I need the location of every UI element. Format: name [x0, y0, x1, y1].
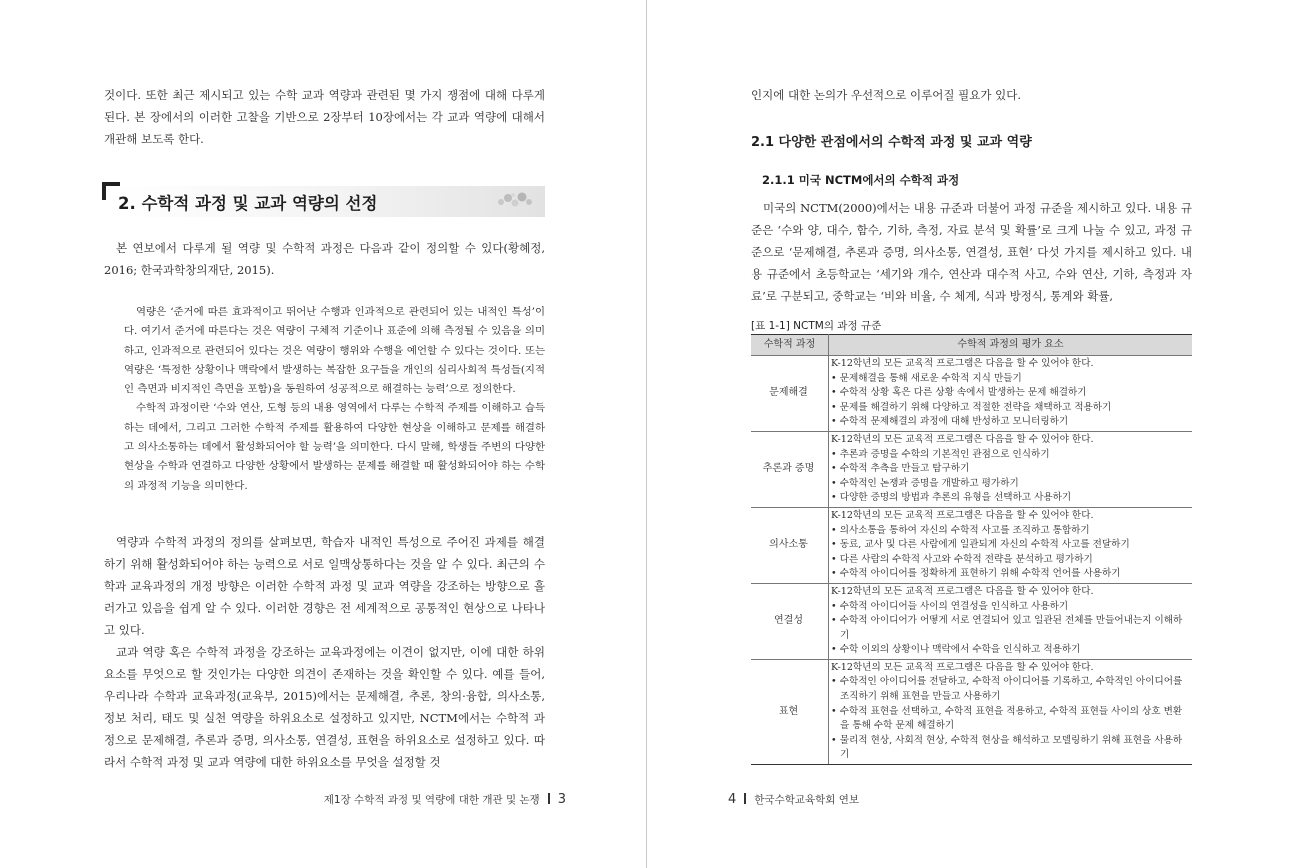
standards-cell: [829, 659, 1193, 764]
standards-cell: [829, 583, 1193, 659]
nctm-paragraph-text: 미국의 NCTM(2000)에서는 내용 규준과 더불어 과정 규준을 제시하고 있다. 내용 규준은 ‘수와 양, 대수, 함수, 기하, 측정, 자료 분석 및 확률’로 크게 나눌 수 있고, 과정 규준으로 ‘문제해결, 추론과 증명, 의사소통, 연결성, 표현’ 다섯 가지를 제시하고 있다. 내용 규준에서 초등학교는 ‘세기와 개수, 연산과 대수적 사고, 수와 연산, 기하, 측정과 자료’로 구분되고, 중학교는 ‘비와 비율, 수 체계, 식과 방정식, 통계와 확률,: [751, 201, 1192, 303]
decorative-ornament-icon: [493, 190, 537, 210]
standard-item: • 수학적 표현을 선택하고, 수학적 표현을 적용하고, 수학적 표현들 사이의 상호 변환을 통해 수학 문제 해결하기: [831, 705, 1188, 734]
heading-3: 2.1.1 미국 NCTM에서의 수학적 과정: [762, 173, 960, 187]
standards-cell: [829, 431, 1193, 507]
standards-list: [831, 600, 1188, 658]
process-name: 표현: [751, 659, 829, 764]
standards-intro: K-12학년의 모든 교육적 프로그램은 다음을 할 수 있어야 한다.: [831, 661, 1094, 673]
table-row: [751, 356, 1192, 432]
standard-item: • 문제를 해결하기 위해 다양하고 적절한 전략을 채택하고 적용하기: [831, 401, 1188, 416]
table-header-row: [751, 335, 1192, 356]
section-heading: [102, 182, 545, 217]
body-paragraph: 역량과 수학적 과정의 정의를 살펴보면, 학습자 내적인 특성으로 주어진 과제를 해결하기 위해 활성화되어야 하는 능력으로 서로 일맥상통하다는 것을 알 수 있다. 최근의 수학과 교육과정의 개정 방향은 이러한 수학적 과정 및 교과 역량을 강조하는 방향으로 흘러가고 있음을 쉽게 알 수 있다. 이러한 경향은 전 세계적으로 공통적인 현상으로 나타나고 있다.: [104, 535, 545, 637]
standards-list: [831, 524, 1188, 582]
section-lead-text: 본 연보에서 다루게 될 역량 및 수학적 과정은 다음과 같이 정의할 수 있다(황혜정, 2016; 한국과학창의재단, 2015).: [104, 241, 545, 277]
quote-paragraph: 수학적 과정이란 ‘수와 연산, 도형 등의 내용 영역에서 다루는 수학적 주제를 이해하고 습득하는 데에서, 그리고 그러한 수학적 주제를 활용하여 다양한 현상을 이해하고 문제를 해결하고 의사소통하는 데에서 활성화되어야 할 능력’을 의미한다. 다시 말해, 학생들 주변의 다양한 현상을 수학과 연결하고 다양한 상황에서 발생하는 문제를 해결할 때 활성화되어야 하는 수학의 과정적 기능을 의미한다.: [124, 402, 545, 492]
page-footer: [324, 792, 566, 807]
intro-paragraph: [104, 84, 545, 150]
quote-paragraph: 역량은 ‘준거에 따른 효과적이고 뛰어난 수행과 인과적으로 관련되어 있는 내적인 특성’이다. 여기서 준거에 따른다는 것은 역량이 구체적 기준이나 표준에 의해 측정될 수 있음을 의미하고, 인과적으로 관련되어 있다는 것은 역량이 행위와 수행을 예언할 수 있다는 것이다. 또는 역량은 ‘특정한 상황이나 맥락에서 발생하는 복잡한 요구들을 개인의 심리사회적 특성들(지적인 측면과 비지적인 측면을 포함)을 동원하여 성공적으로 해결하는 능력’으로 정의한다.: [124, 306, 545, 396]
standard-item: • 수학적 추측을 만들고 탐구하기: [831, 462, 1188, 477]
right-page: [647, 0, 1293, 868]
standard-item: • 수학적인 논쟁과 증명을 개발하고 평가하기: [831, 477, 1188, 492]
standards-list: [831, 448, 1188, 506]
table-row: [751, 431, 1192, 507]
process-name: 의사소통: [751, 507, 829, 583]
corner-mark: [102, 182, 120, 186]
nctm-paragraph: [751, 197, 1192, 307]
page-footer: [728, 792, 859, 807]
process-name: 연결성: [751, 583, 829, 659]
standard-item: • 동료, 교사 및 다른 사람에게 일관되게 자신의 수학적 사고를 전달하기: [831, 538, 1188, 553]
standard-item: • 수학적 아이디어들 사이의 연결성을 인식하고 사용하기: [831, 600, 1188, 615]
standards-intro: K-12학년의 모든 교육적 프로그램은 다음을 할 수 있어야 한다.: [831, 585, 1094, 597]
heading-2: 2.1 다양한 관점에서의 수학적 과정 및 교과 역량: [751, 135, 1032, 150]
standard-item: • 수학적인 아이디어를 전달하고, 수학적 아이디어를 기록하고, 수학적인 아이디어를 조직하기 위해 표현을 만들고 사용하기: [831, 675, 1188, 704]
process-name: 문제해결: [751, 356, 829, 432]
standard-item: • 다른 사람의 수학적 사고와 수학적 전략을 분석하고 평가하기: [831, 553, 1188, 568]
table-row: [751, 583, 1192, 659]
standard-item: • 추론과 증명을 수학의 기본적인 관점으로 인식하기: [831, 448, 1188, 463]
standard-item: • 수학적 상황 혹은 다른 상황 속에서 발생하는 문제 해결하기: [831, 386, 1188, 401]
running-footer-text: 한국수학교육학회 연보: [754, 794, 860, 806]
column-header: 수학적 과정의 평가 요소: [829, 335, 1193, 356]
standard-item: • 의사소통을 통하여 자신의 수학적 사고를 조직하고 통합하기: [831, 524, 1188, 539]
standards-intro: K-12학년의 모든 교육적 프로그램은 다음을 할 수 있어야 한다.: [831, 358, 1094, 369]
standard-item: • 수학적 아이디어가 어떻게 서로 연결되어 있고 일관된 전체를 만들어내는지 이해하기: [831, 614, 1188, 643]
body-paragraph: 교과 역량 혹은 수학적 과정을 강조하는 교육과정에는 이견이 없지만, 이에 대한 하위요소를 무엇으로 할 것인가는 다양한 의견이 존재하는 것을 확인할 수 있다. 예를 들어, 우리나라 수학과 교육과정(교육부, 2015)에서는 문제해결, 추론, 창의·융합, 의사소통, 정보 처리, 태도 및 실천 역량을 하위요소로 설정하고 있지만, NCTM에서는 수학적 과정으로 문제해결, 추론과 증명, 의사소통, 연결성, 표현을 하위요소로 설정하고 있다. 따라서 수학적 과정 및 교과 역량에 대한 하위요소를 무엇을 설정할 것: [104, 645, 545, 769]
section-title: 2. 수학적 과정 및 교과 역량의 선정: [118, 194, 378, 213]
footer-separator: [548, 793, 550, 804]
nctm-process-table: [751, 334, 1192, 765]
standards-cell: [829, 356, 1193, 432]
footer-separator: [744, 793, 746, 804]
process-name: 추론과 증명: [751, 431, 829, 507]
standards-list: [831, 372, 1188, 430]
running-footer-text: 제1장 수학적 과정 및 역량에 대한 개관 및 논쟁: [323, 794, 540, 806]
standard-item: • 물리적 현상, 사회적 현상, 수학적 현상을 해석하고 모델링하기 위해 표현을 사용하기: [831, 734, 1188, 763]
standard-item: • 수학적 아이디어를 정확하게 표현하기 위해 수학적 언어를 사용하기: [831, 567, 1188, 582]
standard-item: • 문제해결을 통해 새로운 수학적 지식 만들기: [831, 372, 1188, 387]
intro-paragraph-text: 것이다. 또한 최근 제시되고 있는 수학 교과 역량과 관련된 몇 가지 쟁점에 대해 다루게 된다. 본 장에서의 이러한 고찰을 기반으로 2장부터 10장에서는 각 교과 역량에 대해서 개관해 보도록 한다.: [104, 88, 545, 146]
standards-intro: K-12학년의 모든 교육적 프로그램은 다음을 할 수 있어야 한다.: [831, 509, 1094, 521]
column-header: 수학적 과정: [751, 335, 829, 356]
standards-list: [831, 675, 1188, 763]
continuation-line-text: 인지에 대한 논의가 우선적으로 이루어질 필요가 있다.: [751, 88, 1021, 102]
continuation-line: [751, 84, 1192, 106]
table-caption: [표 1-1] NCTM의 과정 규준: [751, 320, 882, 332]
section-lead: [104, 237, 545, 281]
standards-intro: K-12학년의 모든 교육적 프로그램은 다음을 할 수 있어야 한다.: [831, 433, 1094, 445]
standards-cell: [829, 507, 1193, 583]
standard-item: • 다양한 증명의 방법과 추론의 유형을 선택하고 사용하기: [831, 491, 1188, 506]
table-row: [751, 659, 1192, 764]
table-row: [751, 507, 1192, 583]
standard-item: • 수학적 문제해결의 과정에 대해 반성하고 모니터링하기: [831, 415, 1188, 430]
left-page: [0, 0, 646, 868]
page-number: 4: [728, 792, 737, 807]
standard-item: • 수학 이외의 상황이나 맥락에서 수학을 인식하고 적용하기: [831, 643, 1188, 658]
definition-quote: [124, 303, 545, 496]
page-number: 3: [557, 792, 566, 807]
body-text: [104, 531, 545, 773]
